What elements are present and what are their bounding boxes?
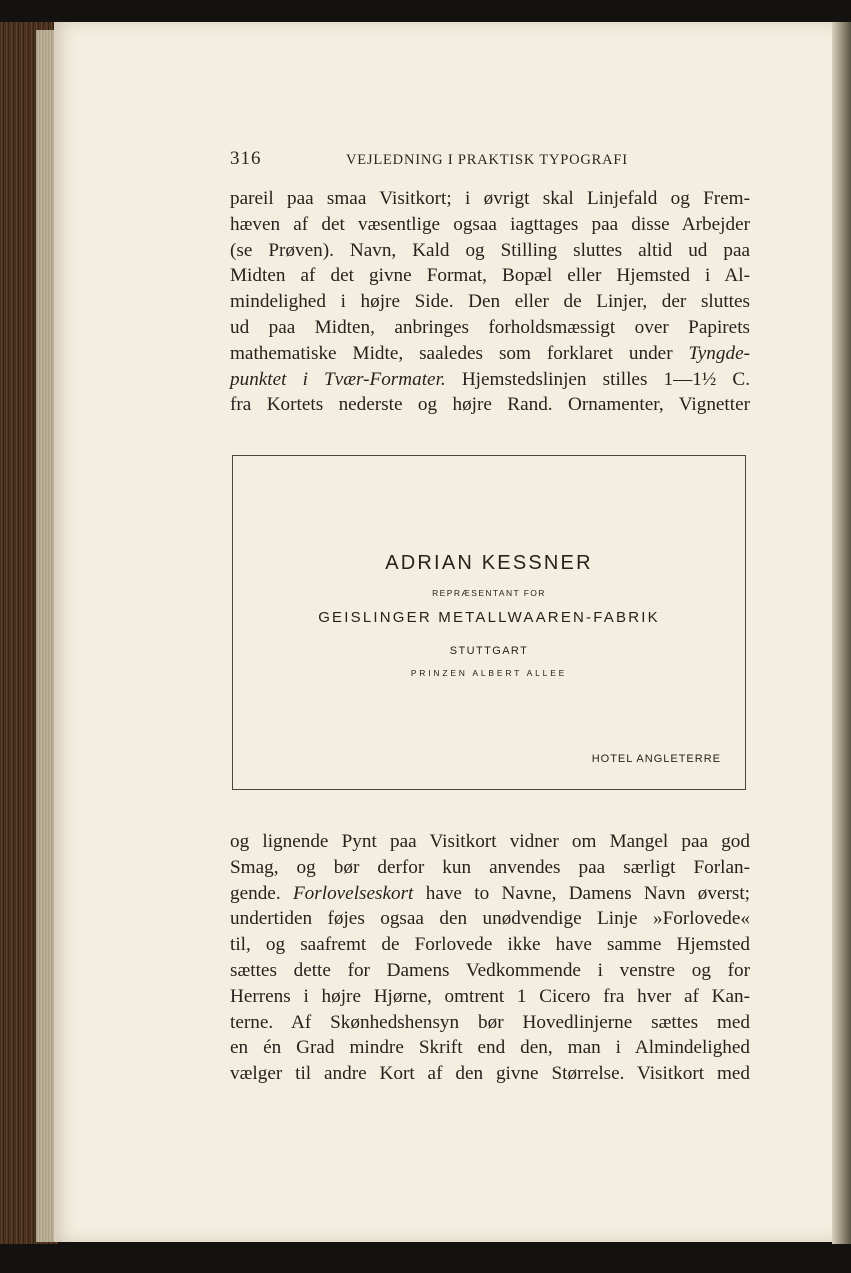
running-title: VEJLEDNING I PRAKTISK TYPOGRAFI — [346, 152, 628, 168]
card-hotel: HOTEL ANGLETERRE — [591, 753, 721, 765]
text-line: (se Prøven). Navn, Kald og Stilling sluttes altid ud paa — [230, 239, 750, 261]
italic-term: Forlovelseskort — [292, 882, 414, 904]
text-line: pareil paa smaa Visitkort; i øvrigt skal Linjefald og Frem- — [230, 188, 750, 209]
business-card-sample — [232, 455, 746, 790]
text-line: fra Kortets nederste og højre Rand. Ornamenter, Vignetter — [230, 394, 750, 416]
text-line: Smag, og bør derfor kun anvendes paa særligt Forlan- — [230, 856, 750, 878]
page-header — [230, 148, 750, 170]
text-line: hæven af det væsentlige ogsaa iagttages paa disse Arbejder — [230, 213, 750, 235]
text-segment: mathematiske Midte, saaledes som forklaret under — [230, 342, 673, 364]
book-page-stack — [36, 30, 56, 1242]
page-number: 316 — [230, 148, 262, 169]
text-line: Midten af det givne Format, Bopæl eller Hjemsted i Al- — [230, 265, 750, 287]
text-line: en én Grad mindre Skrift end den, man i Almindelighed — [230, 1037, 750, 1059]
italic-term: punktet i Tvær-Formater. — [230, 368, 446, 390]
card-company: GEISLINGER METALLWAAREN-FABRIK — [318, 609, 660, 626]
paragraph-top — [230, 186, 750, 418]
card-name: ADRIAN KESSNER — [385, 552, 593, 574]
paragraph-bottom — [230, 829, 750, 1087]
text-line: og lignende Pynt paa Visitkort vidner om Mangel paa god — [230, 831, 750, 852]
card-role: REPRÆSENTANT FOR — [432, 588, 546, 598]
text-line: til, og saafremt de Forlovede ikke have samme Hjemsted — [230, 934, 750, 956]
text-segment: gende. — [230, 882, 281, 904]
text-line: sættes dette for Damens Vedkommende i venstre og for — [230, 959, 750, 981]
text-line: ud paa Midten, anbringes forholdsmæssigt over Papirets — [230, 316, 750, 338]
text-line: terne. Af Skønhedshensyn bør Hovedlinjerne sættes med — [230, 1011, 750, 1033]
text-line — [230, 881, 750, 907]
text-line: undertiden føjes ogsaa den unødvendige Linje »Forlovede« — [230, 908, 750, 930]
text-line — [230, 341, 750, 367]
text-line: Herrens i højre Hjørne, omtrent 1 Cicero fra hver af Kan- — [230, 985, 750, 1007]
text-segment: have to Navne, Damens Navn øverst; — [425, 882, 751, 904]
italic-term: Tyngde- — [688, 342, 750, 364]
page-right-edge — [832, 22, 851, 1244]
text-line: vælger til andre Kort af den givne Størrelse. Visitkort med — [230, 1063, 750, 1085]
text-segment: Hjemstedslinjen stilles 1—1½ C. — [461, 368, 750, 390]
card-street: PRINZEN ALBERT ALLEE — [410, 668, 568, 678]
text-line: mindelighed i højre Side. Den eller de Linjer, der sluttes — [230, 291, 750, 313]
text-line — [230, 367, 750, 393]
card-city: STUTTGART — [449, 645, 529, 657]
